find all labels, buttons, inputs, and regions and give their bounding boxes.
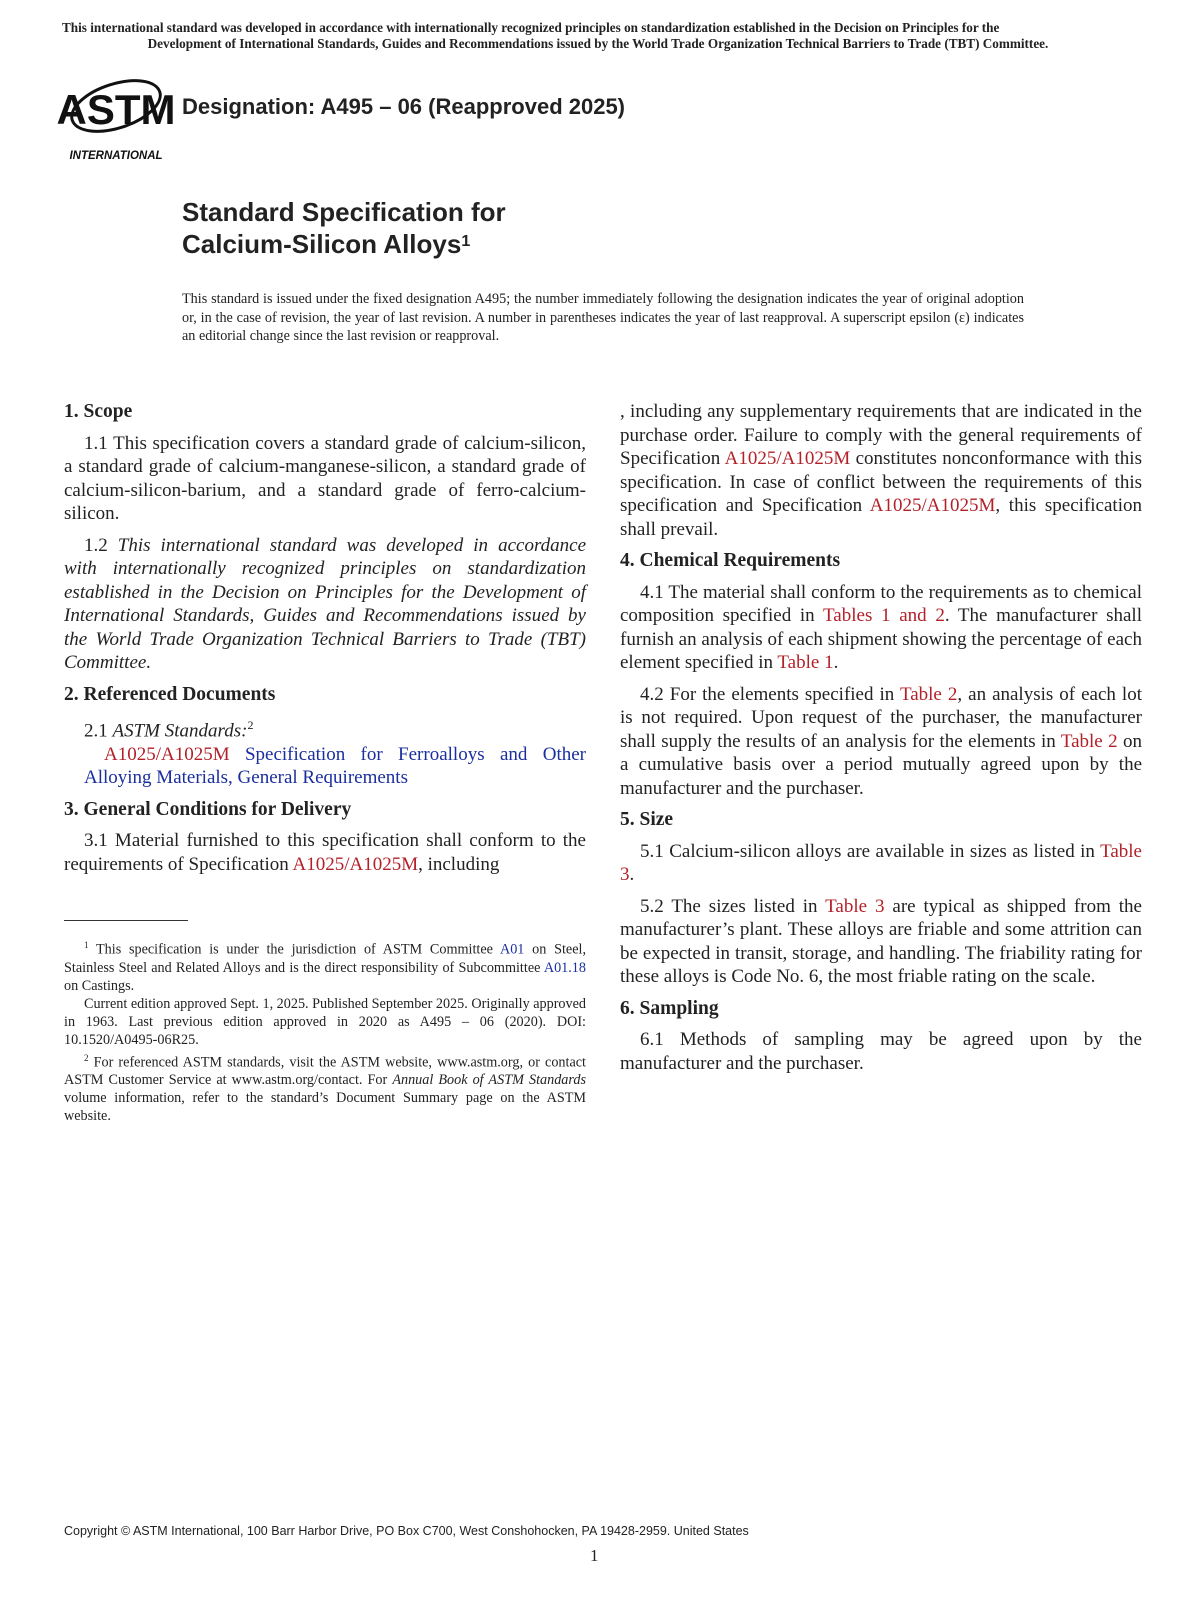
- committee-link[interactable]: A01: [499, 941, 525, 958]
- footnote-2-italic: Annual Book of ASTM Standards: [392, 1072, 586, 1089]
- section-5-1: [620, 840, 1142, 887]
- section-3-1-text-d: , this specification shall prevail.: [620, 495, 1142, 540]
- astm-logo-mark: [56, 70, 176, 166]
- section-1-2-number: 1.2: [84, 534, 118, 556]
- section-6-1: 6.1 Methods of sampling may be agreed upon by the manufacturer and the purchaser.: [620, 1029, 1142, 1074]
- section-2-1-sup: 2: [247, 718, 254, 732]
- logo-letters: ASTM: [56, 86, 176, 133]
- right-column: [620, 400, 1142, 1083]
- section-3-1-text-c: constitutes nonconformance with this specification. In case of conflict between the requirements of this specification and Specification: [620, 448, 1142, 516]
- ref-code-link[interactable]: A1025/A1025M: [104, 743, 230, 765]
- spec-link-1[interactable]: A1025/A1025M: [292, 853, 419, 875]
- section-2-1-number: 2.1: [84, 720, 113, 742]
- notice-line-1: This international standard was developed in accordance with internationally recognized principles on standardization established in the Decision on Principles for the: [62, 20, 1000, 35]
- section-1-1: 1.1 This specification covers a standard grade of calcium-silicon, a standard grade of calcium-manganese-silicon, a standard grade of calcium-silicon-barium, and a standard grade of ferro-calcium-silicon.: [64, 432, 586, 524]
- notice-line-2: Development of International Standards, Guides and Recommendations issued by the World Trade Organization Technical Barriers to Trade (TBT) Committee.: [147, 36, 1049, 51]
- section-1-2-text: This international standard was developed in accordance with internationally recognized principles on standardization established in the Decision on Principles for the Development of International Standards, Guides and Recommendations issued by the World Trade Organization Technical Barriers to Trade (TBT) Committee.: [64, 534, 587, 673]
- issued-note: This standard is issued under the fixed designation A495; the number immediately following the designation indicates the year of original adoption or, in the case of revision, the year of last revision. A number in parentheses indicates the year of last reapproval. A superscript epsilon (ε) indicates an editorial change since the last revision or reapproval.: [182, 291, 1024, 344]
- section-4-1-text-c: .: [833, 652, 839, 673]
- page-number: 1: [590, 1546, 599, 1565]
- section-3-heading: 3. General Conditions for Delivery: [64, 798, 352, 820]
- section-5-1-text-a: 5.1 Calcium-silicon alloys are available in sizes as listed in: [640, 840, 1101, 862]
- ref-title-link[interactable]: Specification for Ferroalloys and Other Alloying Materials, General Requirements: [84, 743, 586, 789]
- tables-1-2-link[interactable]: Tables 1 and 2: [823, 605, 945, 626]
- section-4-2-text-c: on a cumulative basis over a period mutually agreed upon by the manufacturer and the purchaser.: [620, 730, 1142, 799]
- footnote-1: [64, 936, 586, 995]
- table-2-link-2[interactable]: Table 2: [1060, 730, 1118, 752]
- section-4-2-text-a: 4.2 For the elements specified in: [640, 683, 900, 705]
- section-2-heading: 2. Referenced Documents: [64, 683, 276, 705]
- logo-caption: INTERNATIONAL: [69, 150, 163, 162]
- footnote-edition: Current edition approved Sept. 1, 2025. Published September 2025. Originally approved in 1963. Last previous edition approved in 2020 as A495 – 06 (2020). DOI: 10.1520/A0495-06R25.: [64, 995, 586, 1048]
- subcommittee-link[interactable]: A01.18: [543, 959, 586, 976]
- section-4-1-text-a: 4.1 The material shall conform to the requirements as to chemical composition specified in: [620, 581, 1142, 626]
- title-line-2-text: Calcium-Silicon Alloys: [182, 229, 462, 259]
- table-2-link[interactable]: Table 2: [899, 683, 958, 705]
- section-3-1-text-a: 3.1 Material furnished to this specification shall conform to the requirements of Specification: [64, 830, 586, 875]
- title-line-2: [182, 228, 506, 260]
- referenced-standard: [64, 743, 586, 790]
- section-3-1-continued: [620, 400, 1142, 541]
- footnote-2-text-a: For referenced ASTM standards, visit the ASTM website, www.astm.org, or contact ASTM Customer Service at www.astm.org/contact. For: [64, 1054, 586, 1089]
- footnote-2: [64, 1049, 586, 1126]
- section-4-heading: 4. Chemical Requirements: [620, 550, 841, 571]
- astm-logo: [56, 70, 176, 166]
- spec-link-2[interactable]: A1025/A1025M: [724, 448, 851, 469]
- designation: Designation: A495 – 06 (Reapproved 2025): [182, 94, 626, 119]
- section-1-2: [64, 534, 586, 675]
- section-2-1: [64, 714, 586, 743]
- section-4-2-text-b: , an analysis of each lot is not required. Upon request of the purchaser, the manufacturer shall supply the results of an analysis for the elements in: [620, 683, 1142, 752]
- section-2-1-text: ASTM Standards:: [112, 720, 248, 742]
- title-line-1: Standard Specification for: [182, 197, 506, 227]
- section-5-1-text-b: .: [629, 864, 635, 885]
- section-4-2: [620, 683, 1142, 801]
- table-1-link[interactable]: Table 1: [777, 652, 834, 673]
- section-5-2: [620, 895, 1142, 989]
- footnotes: [64, 936, 586, 1125]
- section-3-1-part-a: 3.1 Material furnished to this specification shall conform to the requirements of Specification A1025/A1025M, including: [64, 830, 586, 875]
- footnote-1-mark: 1: [84, 940, 89, 950]
- table-3-link[interactable]: Table 3: [620, 840, 1142, 885]
- spec-link-3[interactable]: A1025/A1025M: [869, 495, 996, 516]
- section-6-heading: 6. Sampling: [620, 997, 719, 1019]
- footnote-2-mark: 2: [84, 1052, 89, 1063]
- development-notice: [62, 20, 1134, 52]
- left-column: [64, 400, 586, 884]
- footnote-divider: [64, 920, 188, 921]
- section-5-heading: 5. Size: [620, 809, 674, 830]
- section-5-2-text-a: 5.2 The sizes listed in: [640, 895, 826, 917]
- section-5-2-text-b: are typical as shipped from the manufacturer’s plant. These alloys are friable and some attrition can be expected in transit, storage, and handling. The friability rating for these alloys is Code No. 6, the most friable rating on the scale.: [620, 895, 1142, 987]
- section-3-1-text-b: , including any supplementary requirements that are indicated in the purchase order. Failure to comply with the general requirements of Specification: [620, 401, 1142, 469]
- section-1-heading: 1. Scope: [64, 401, 133, 422]
- footnote-2-text-b: volume information, refer to the standard’s Document Summary page on the ASTM website.: [64, 1090, 586, 1125]
- table-3-link-2[interactable]: Table 3: [825, 895, 885, 917]
- section-4-1-text-b: . The manufacturer shall furnish an analysis of each shipment showing the percentage of each element specified in: [620, 605, 1142, 673]
- page-title: [182, 196, 506, 260]
- footnote-1-text-c: on Castings.: [64, 977, 135, 994]
- section-4-1: [620, 581, 1142, 675]
- footnote-1-text-b: on Steel, Stainless Steel and Related Alloys and is the direct responsibility of Subcommittee: [64, 941, 587, 976]
- title-footnote-mark: 1: [461, 233, 471, 250]
- footnote-1-text-a: This specification is under the jurisdiction of ASTM Committee: [88, 941, 500, 958]
- copyright-line: Copyright © ASTM International, 100 Barr Harbor Drive, PO Box C700, West Conshohocken, PA 19428-2959. United States: [64, 1524, 749, 1538]
